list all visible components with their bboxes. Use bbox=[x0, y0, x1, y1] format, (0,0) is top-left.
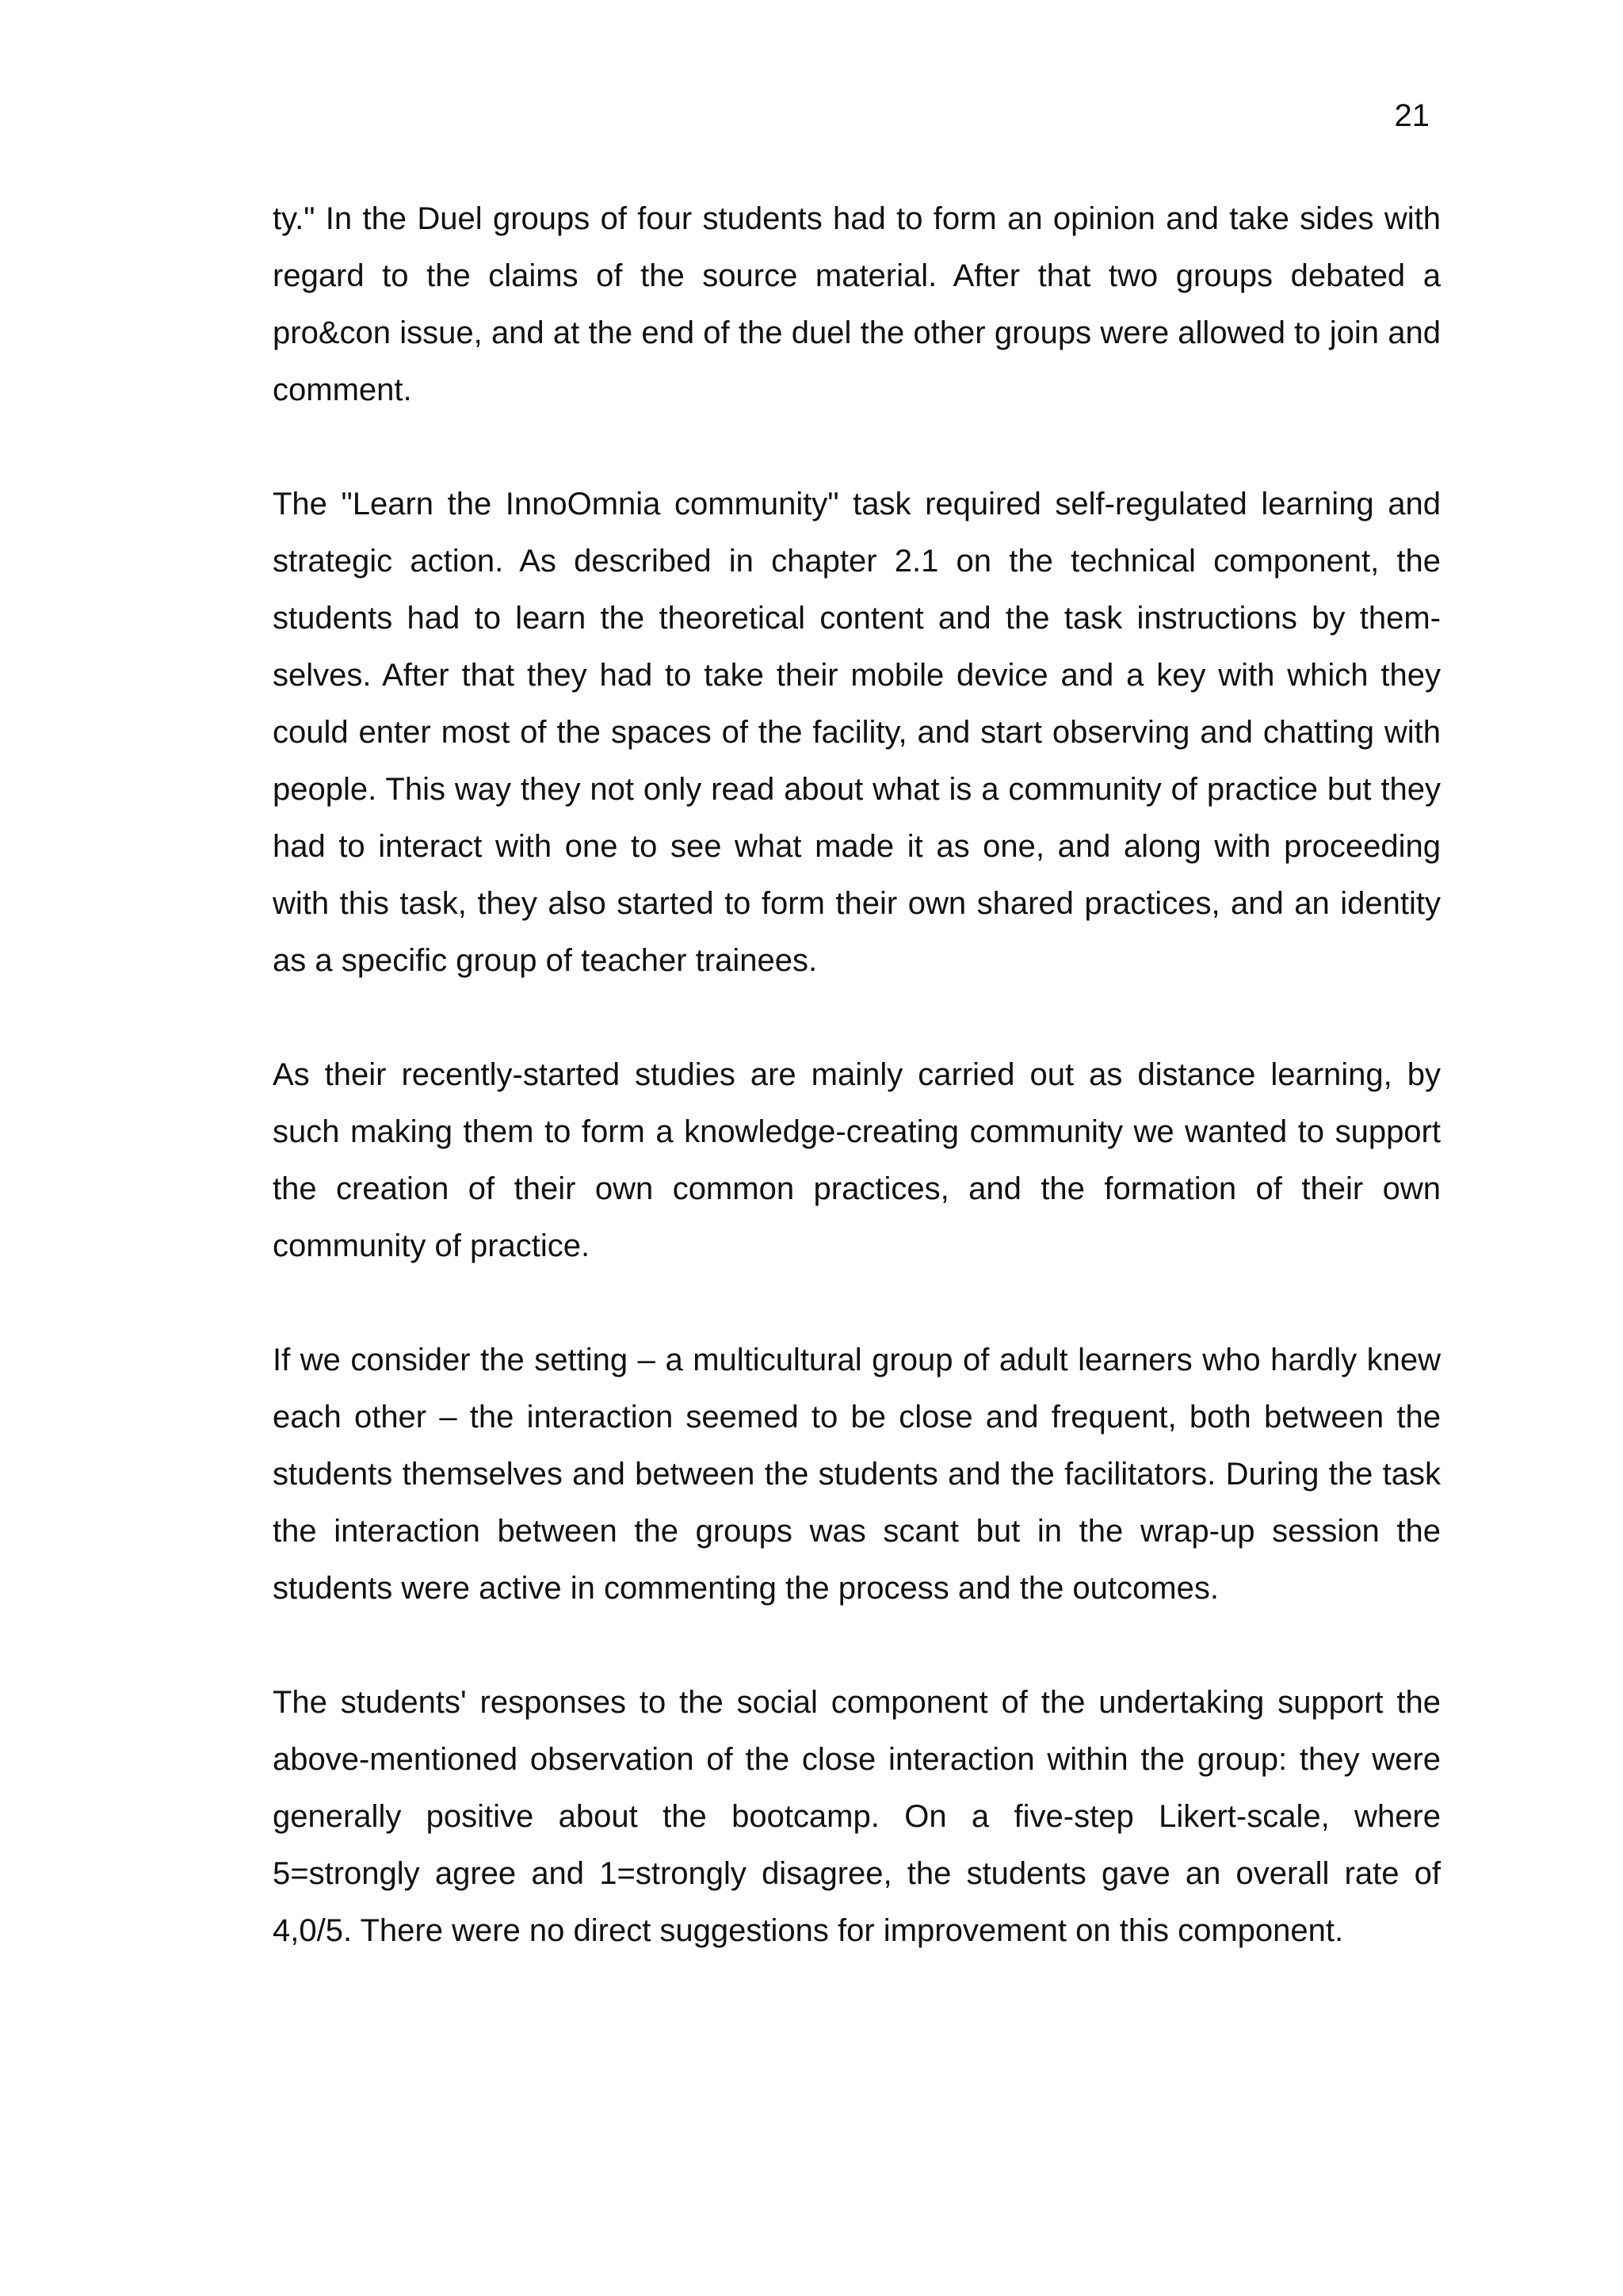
paragraph-distance-learning: As their recently-started studies are mainly carried out as distance learning, by such making them to form a knowledge-creating community we wanted to support the creation of their own common practices, and the formation of their own community of practice. bbox=[273, 1057, 1441, 1263]
paragraph-duel-groups: ty." In the Duel groups of four students had to form an opinion and take sides with regard to the claims of the source material. After that two groups debated a pro&con issue, and at the end of the duel the other groups were allowed to join and comment. bbox=[273, 201, 1441, 407]
page-number: 21 bbox=[1394, 98, 1430, 133]
paragraph-learn-innoomnia: The "Learn the InnoOmnia community" task required self-regulated learning and strategic action. As described in chapter 2.1 on the technical component, the students had to learn the theoretical content and the task instructions by themselves. After that they had to take their mobile device and a key with which they could enter most of the spaces of the facility, and start observing and chatting with people. This way they not only read about what is a community of practice but they had to interact with one to see what made it as one, and along with proceeding with this task, they also started to form their own shared practices, and an identity as a specific group of teacher trainees. bbox=[273, 487, 1441, 978]
body-text bbox=[273, 190, 1441, 1959]
paragraph-interaction-setting: If we consider the setting – a multicultural group of adult learners who hardly knew each other – the interaction seemed to be close and frequent, both between the students themselves and between the students and the facilitators. During the task the interaction between the groups was scant but in the wrap-up session the students were active in commenting the process and the outcomes. bbox=[273, 1343, 1441, 1606]
paragraph-student-responses: The students' responses to the social component of the undertaking support the above-mentioned observation of the close interaction within the group: they were generally positive about the bootcamp. On a five-step Likert-scale, where 5=strongly agree and 1=strongly disagree, the students gave an overall rate of 4,0/5. There were no direct suggestions for improvement on this component. bbox=[273, 1685, 1441, 1948]
